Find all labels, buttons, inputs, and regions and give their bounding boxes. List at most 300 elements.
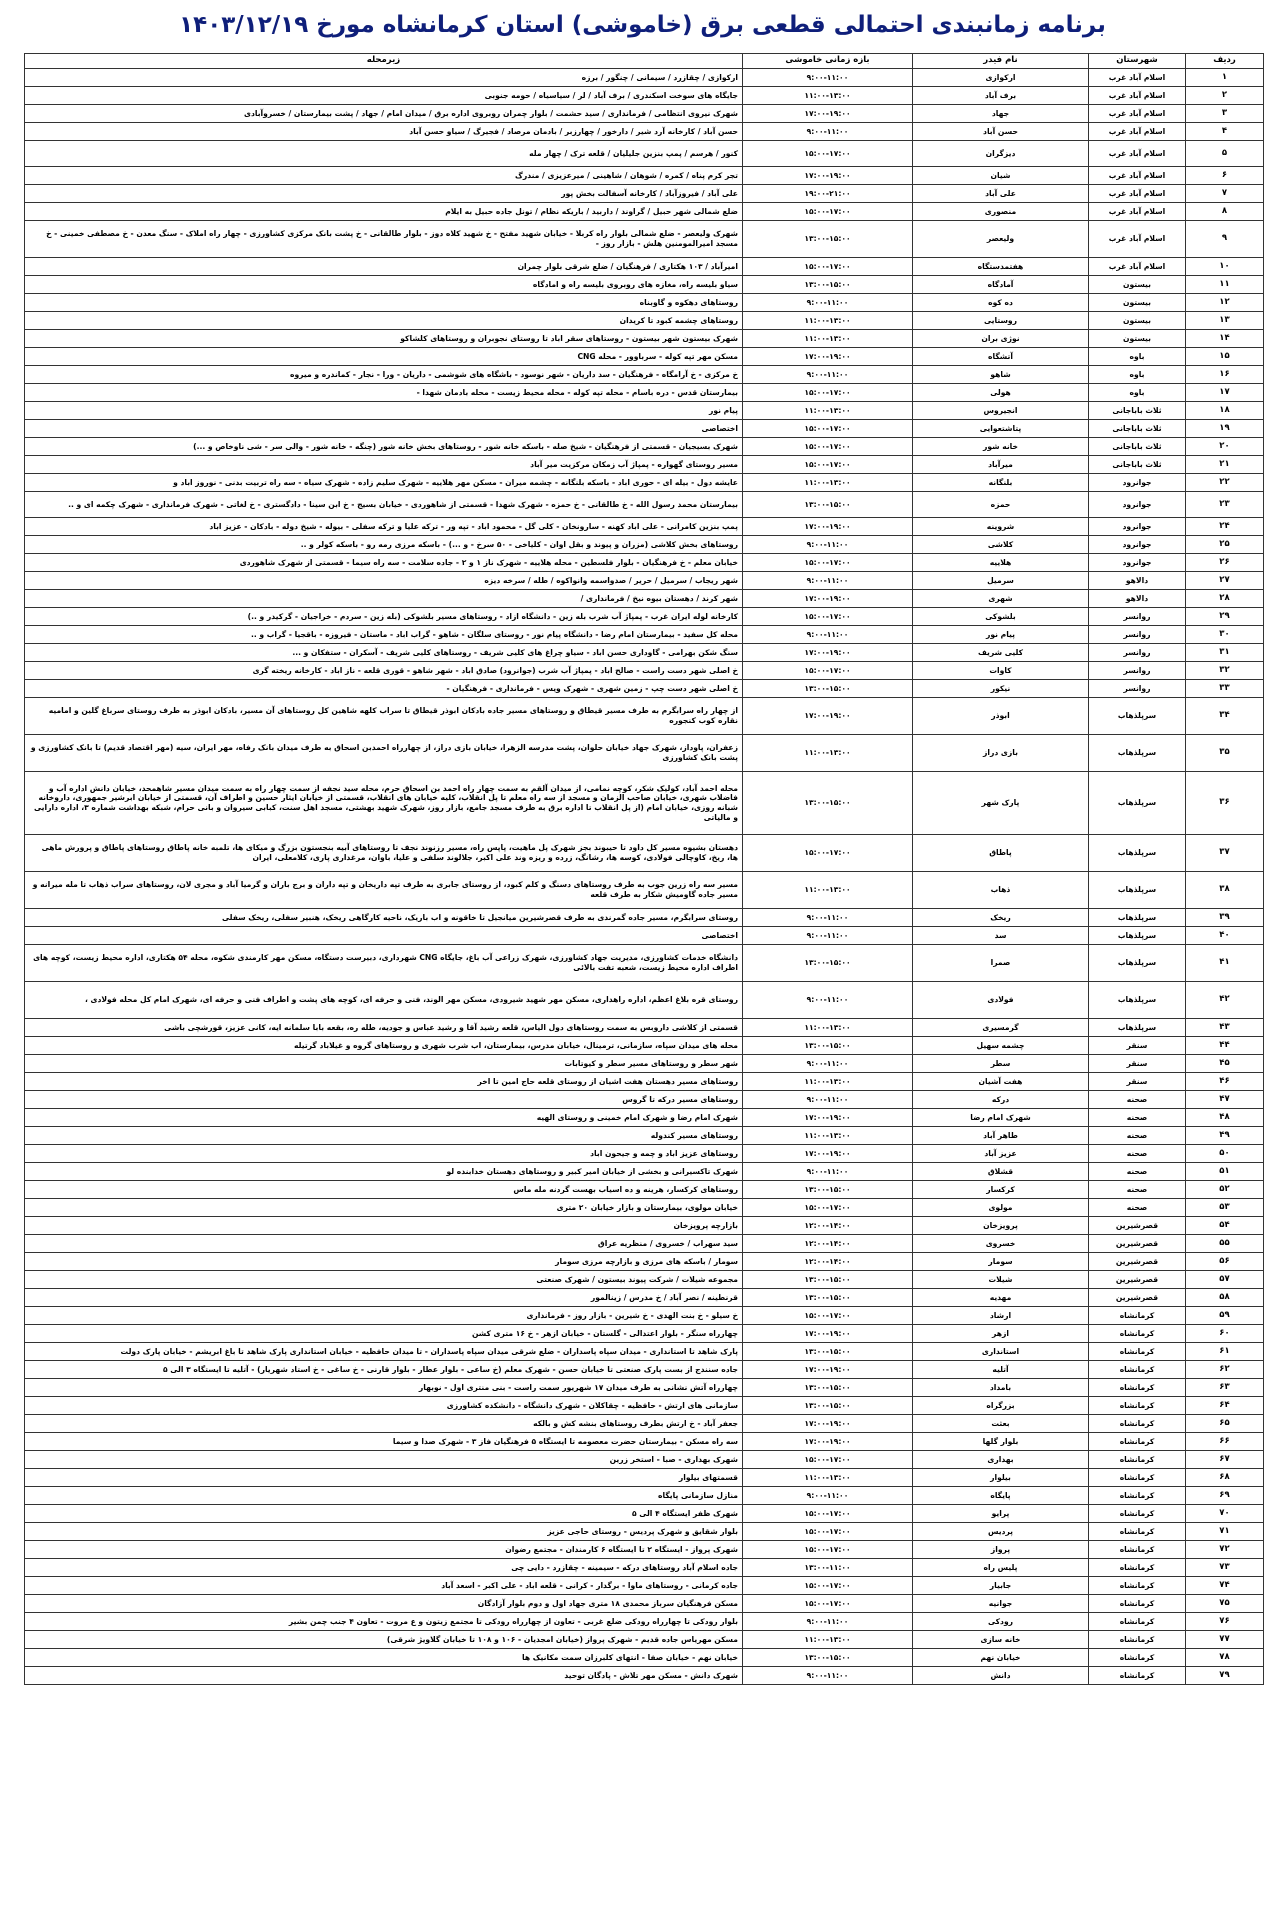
row-number-cell: ۷۶ [1186,1613,1264,1631]
table-row [25,662,1264,680]
time-window-cell: ۹:۰۰-۱۱:۰۰ [743,1055,913,1073]
table-row [25,276,1264,294]
row-number-cell: ۳۵ [1186,735,1264,772]
county-cell: باوه [1089,366,1186,384]
time-window-cell: ۹:۰۰-۱۱:۰۰ [743,294,913,312]
county-cell: سنقر [1089,1037,1186,1055]
row-number-cell: ۴۶ [1186,1073,1264,1091]
feeder-cell: سطر [913,1055,1089,1073]
county-cell: سرپلذهاب [1089,872,1186,909]
time-window-cell: ۱۳:۰۰-۱۱:۰۰ [743,1559,913,1577]
time-window-cell: ۱۳:۰۰-۱۵:۰۰ [743,1271,913,1289]
feeder-cell: بلنگانه [913,474,1089,492]
area-cell: شهرک ولیعصر - ضلع شمالی بلوار راه کربلا - خیابان شهید مفتح - خ شهید کلاه دوز - بلوار طالقانی - خ پشت بانک مرکزی کشاورزی - چهار راه املاک - سنگ معدن - خ مصطفی خمینی - خ مسجد امیرالمومنین هلش - بازار روز - [25,221,743,258]
table-row [25,221,1264,258]
feeder-cell: هلاییه [913,554,1089,572]
table-row [25,590,1264,608]
feeder-cell: صمرا [913,945,1089,982]
county-cell: اسلام آباد غرب [1089,167,1186,185]
feeder-cell: سد [913,927,1089,945]
row-number-cell: ۷۳ [1186,1559,1264,1577]
area-cell: تجر کرم پناه / کمره / شوهان / شاهینی / میرعزیزی / مندرگ [25,167,743,185]
table-row [25,123,1264,141]
row-number-cell: ۶۵ [1186,1415,1264,1433]
row-number-cell: ۸ [1186,203,1264,221]
county-cell: کرمانشاه [1089,1307,1186,1325]
table-row [25,258,1264,276]
area-cell: امیرآباد / ۱۰۳ هکتاری / فرهنگیان / ضلع شرقی بلوار چمران [25,258,743,276]
feeder-cell: نیکور [913,680,1089,698]
county-cell: قصرشیرین [1089,1217,1186,1235]
time-window-cell: ۱۳:۰۰-۱۵:۰۰ [743,772,913,835]
area-cell: روستاهای بخش کلاشی (مزران و پیوند و بقل اوان - کلیاخی - ۵۰ سرخ - و ...) - باسکه مرزی رمه رو - باسکه کولر و .. [25,536,743,554]
county-cell: کرمانشاه [1089,1469,1186,1487]
time-window-cell: ۱۹:۰۰-۲۱:۰۰ [743,185,913,203]
table-row [25,1109,1264,1127]
county-cell: روانسر [1089,644,1186,662]
time-window-cell: ۹:۰۰-۱۱:۰۰ [743,1613,913,1631]
table-row [25,384,1264,402]
table-row [25,1181,1264,1199]
time-window-cell: ۱۷:۰۰-۱۹:۰۰ [743,1433,913,1451]
time-window-cell: ۱۷:۰۰-۱۹:۰۰ [743,1325,913,1343]
feeder-cell: ارشاد [913,1307,1089,1325]
row-number-cell: ۷۷ [1186,1631,1264,1649]
time-window-cell: ۱۱:۰۰-۱۳:۰۰ [743,1127,913,1145]
row-number-cell: ۲۸ [1186,590,1264,608]
county-cell: اسلام آباد غرب [1089,221,1186,258]
area-cell: بلوار رودکی تا چهارراه رودکی ضلع غربی - تعاون از چهارراه رودکی تا مجتمع زیتون و ع مروت - تعاون ۴ جنب چمن بشیر [25,1613,743,1631]
time-window-cell: ۹:۰۰-۱۱:۰۰ [743,982,913,1019]
time-window-cell: ۱۷:۰۰-۱۹:۰۰ [743,167,913,185]
area-cell: خیابان معلم - خ فرهنگیان - بلوار فلسطین - محله هلاییه - شهرک ناز ۱ و ۲ - جاده سلامت - سه راه سیما - قسمتی از شهرک شاهوردی [25,554,743,572]
time-window-cell: ۱۷:۰۰-۱۹:۰۰ [743,644,913,662]
time-window-cell: ۱۳:۰۰-۱۵:۰۰ [743,276,913,294]
table-row [25,536,1264,554]
time-window-cell: ۱۷:۰۰-۱۹:۰۰ [743,105,913,123]
county-cell: صحنه [1089,1163,1186,1181]
feeder-cell: شروینه [913,518,1089,536]
row-number-cell: ۲۴ [1186,518,1264,536]
time-window-cell: ۱۵:۰۰-۱۷:۰۰ [743,456,913,474]
area-cell: روستاهای چشمه کبود تا کریدان [25,312,743,330]
row-number-cell: ۲۶ [1186,554,1264,572]
area-cell: محله های میدان سپاه، سازمانی، ترمینال، خیابان مدرس، بیمارستان، اب شرب شهری و روستاهای گروه و غیلاباد گرتیله [25,1037,743,1055]
area-cell: جعفر آباد - خ ارتش بطرف روستاهای بنشه کش و بالکه [25,1415,743,1433]
area-cell: روستای قره بلاغ اعظم، اداره راهداری، مسکن مهر شهید شیرودی، مسکن مهر الوند، فنی و حرفه ای، کوچه های پشت و اطراف فنی و حرفه ای، شهرک امام کل محله فولادی ، [25,982,743,1019]
area-cell: شهرک پرواز - ایستگاه ۲ تا ایستگاه ۶ کارمندان - مجتمع رضوان [25,1541,743,1559]
table-row [25,1253,1264,1271]
area-cell: مسکن مهریاس جاده قدیم - شهرک پرواز (خیابان امجدیان - ۱۰۶ و ۱۰۸ تا خیابان گلاویژ شرقی) [25,1631,743,1649]
feeder-cell: استانداری [913,1343,1089,1361]
table-row [25,909,1264,927]
area-cell: سومار / باسکه های مرزی و بازارچه مرزی سومار [25,1253,743,1271]
time-window-cell: ۱۵:۰۰-۱۷:۰۰ [743,1307,913,1325]
row-number-cell: ۳۴ [1186,698,1264,735]
table-row [25,456,1264,474]
area-cell: شهر ریجاب / سرمیل / حریر / صدواسمه وانواکوه / طله / سرخه دیزه [25,572,743,590]
feeder-cell: میرآباد [913,456,1089,474]
feeder-cell: شاهو [913,366,1089,384]
county-cell: کرمانشاه [1089,1415,1186,1433]
row-number-cell: ۷۹ [1186,1667,1264,1685]
county-cell: کرمانشاه [1089,1667,1186,1685]
county-cell: ثلاث باباجانی [1089,420,1186,438]
county-cell: قصرشیرین [1089,1289,1186,1307]
county-cell: کرمانشاه [1089,1433,1186,1451]
county-cell: باوه [1089,384,1186,402]
area-cell: سیاو بلیسه راه، مغازه های روبروی بلیسه راه و امادگاه [25,276,743,294]
time-window-cell: ۹:۰۰-۱۱:۰۰ [743,1091,913,1109]
table-row [25,1235,1264,1253]
county-cell: صحنه [1089,1091,1186,1109]
table-row [25,644,1264,662]
row-number-cell: ۶۶ [1186,1433,1264,1451]
area-cell: پمپ بنزین کامرانی - علی اباد کهنه - سارونخان - کلی گل - محمود اباد - تپه ور - ترکه علیا و ترکه سفلی - بیوله - شیخ دوله - بادکان - عزیز اباد [25,518,743,536]
header-time: بازه زمانی خاموشی [743,54,913,69]
feeder-cell: مولوی [913,1199,1089,1217]
row-number-cell: ۲۲ [1186,474,1264,492]
time-window-cell: ۱۷:۰۰-۱۹:۰۰ [743,518,913,536]
table-row [25,474,1264,492]
feeder-cell: پردیس [913,1523,1089,1541]
county-cell: بیستون [1089,330,1186,348]
table-row [25,835,1264,872]
table-row [25,1667,1264,1685]
row-number-cell: ۴۰ [1186,927,1264,945]
feeder-cell: برف آباد [913,87,1089,105]
table-row [25,1307,1264,1325]
table-row [25,1487,1264,1505]
area-cell: روستای سرابگرم، مسیر جاده گمرندی به طرف قصرشیرین میانجیل تا خاقونه و اب باریک، ناحیه کارگاهی ریخک، هنبیر سفلی، ریخک سفلی [25,909,743,927]
time-window-cell: ۱۵:۰۰-۱۷:۰۰ [743,1451,913,1469]
area-cell: روستاهای مسیر کندوله [25,1127,743,1145]
time-window-cell: ۱۳:۰۰-۱۵:۰۰ [743,1343,913,1361]
county-cell: اسلام آباد غرب [1089,258,1186,276]
time-window-cell: ۱۳:۰۰-۱۵:۰۰ [743,945,913,982]
area-cell: شهر سطر و روستاهای مسیر سطر و کیوتابات [25,1055,743,1073]
county-cell: ثلاث باباجانی [1089,456,1186,474]
feeder-cell: بامداد [913,1379,1089,1397]
area-cell: روستاهای مسیر دهستان هفت اشیان از روستای قلعه حاج امین تا اخر [25,1073,743,1091]
outage-schedule-table [24,53,1264,1685]
county-cell: کرمانشاه [1089,1541,1186,1559]
area-cell: منازل سازمانی پایگاه [25,1487,743,1505]
row-number-cell: ۴۱ [1186,945,1264,982]
area-cell: دانشگاه خدمات کشاورزی، مدیریت جهاد کشاورزی، شهرک زراعی آب باغ، جایگاه CNG شهرداری، دبیرست دستگاه، مسکن مهر کارمندی شکوه، محله ۵۴ هکتاری، اداره محیط زیست، کوچه های اطراف اداره محیط زیست، شعبه تفت بالائی [25,945,743,982]
area-cell: پارک شاهد تا استانداری - میدان سپاه پاسداران - ضلع شرقی میدان سپاه پاسداران - تا میدان حافظیه - خیابان استانداری پارک شاهد تا باغ ابریشم - خیابان پارک دولت [25,1343,743,1361]
table-row [25,1397,1264,1415]
time-window-cell: ۱۱:۰۰-۱۳:۰۰ [743,1073,913,1091]
time-window-cell: ۱۱:۰۰-۱۳:۰۰ [743,1469,913,1487]
time-window-cell: ۱۵:۰۰-۱۷:۰۰ [743,438,913,456]
area-cell: پیام نور [25,402,743,420]
feeder-cell: کرکسار [913,1181,1089,1199]
county-cell: کرمانشاه [1089,1505,1186,1523]
county-cell: کرمانشاه [1089,1361,1186,1379]
county-cell: صحنه [1089,1109,1186,1127]
table-row [25,680,1264,698]
table-row [25,87,1264,105]
feeder-cell: مهدیه [913,1289,1089,1307]
area-cell: خ اصلی شهر دست چپ - زمین شهری - شهرک ویس - فرمانداری - فرهنگیان - [25,680,743,698]
time-window-cell: ۹:۰۰-۱۱:۰۰ [743,366,913,384]
feeder-cell: شیلات [913,1271,1089,1289]
area-cell: روستاهای عزیز اباد و چمه و جیحون اباد [25,1145,743,1163]
time-window-cell: ۹:۰۰-۱۱:۰۰ [743,123,913,141]
feeder-cell: بازی دراز [913,735,1089,772]
area-cell: چهارراه سنگر - بلوار اعتدالی - گلستان - خیابان ازهر - خ ۱۶ متری کشن [25,1325,743,1343]
area-cell: سازمانی های ارتش - حافظیه - چقاکلان - شهرک دانشگاه - دانشکده کشاورزی [25,1397,743,1415]
row-number-cell: ۲۰ [1186,438,1264,456]
area-cell: شهرک تاکسیرانی و بخشی از خیابان امیر کبیر و روستاهای دهستان خدابنده لو [25,1163,743,1181]
row-number-cell: ۷۴ [1186,1577,1264,1595]
county-cell: روانسر [1089,626,1186,644]
table-row [25,1613,1264,1631]
table-row [25,1019,1264,1037]
row-number-cell: ۶۹ [1186,1487,1264,1505]
table-row [25,402,1264,420]
time-window-cell: ۱۲:۰۰-۱۴:۰۰ [743,1235,913,1253]
time-window-cell: ۱۳:۰۰-۱۵:۰۰ [743,221,913,258]
table-row [25,492,1264,518]
area-cell: بلوار شقایق و شهرک پردیس - روستای حاجی عزیز [25,1523,743,1541]
row-number-cell: ۴۷ [1186,1091,1264,1109]
area-cell: خ مرکزی - خ آرامگاه - فرهنگیان - سد داریان - شهر نوسود - باشگاه های شوشمی - داریان - ورا - نجار - کماندره و میروه [25,366,743,384]
feeder-cell: شیان [913,167,1089,185]
county-cell: کرمانشاه [1089,1523,1186,1541]
county-cell: کرمانشاه [1089,1451,1186,1469]
area-cell: مسکن مهر تپه کوله - سرباوور - محله CNG [25,348,743,366]
feeder-cell: درکه [913,1091,1089,1109]
header-row [25,54,1264,69]
area-cell: جاده سنندج از بست پارک صنعتی تا خیابان حسن - شهرک معلم (خ ساعی - بلوار عطار - بلوار قارنی - خ ساغی - خ استاد شهریار) - آتلیه تا ایستگاه ۳ الی ۵ [25,1361,743,1379]
time-window-cell: ۱۱:۰۰-۱۳:۰۰ [743,312,913,330]
feeder-cell: شهری [913,590,1089,608]
row-number-cell: ۵۸ [1186,1289,1264,1307]
county-cell: سرپلذهاب [1089,909,1186,927]
table-row [25,1541,1264,1559]
area-cell: حسن آباد / کارخانه آرد شیر / دارخور / چهارزبر / بادمان مرصاد / فجیرگ / سیاو حسن آباد [25,123,743,141]
time-window-cell: ۱۵:۰۰-۱۷:۰۰ [743,1577,913,1595]
feeder-cell: سومار [913,1253,1089,1271]
feeder-cell: بلوار گلها [913,1433,1089,1451]
county-cell: سرپلذهاب [1089,927,1186,945]
feeder-cell: منصوری [913,203,1089,221]
table-row [25,872,1264,909]
time-window-cell: ۱۵:۰۰-۱۷:۰۰ [743,1595,913,1613]
area-cell: محله کل سفید - بیمارستان امام رضا - دانشگاه پیام نور - روستای سلگان - شاهو - گراب اباد - ماستان - فیروزه - باقجیا - گراب و .. [25,626,743,644]
feeder-cell: پتاشتعوایی [913,420,1089,438]
feeder-cell: جوانیه [913,1595,1089,1613]
time-window-cell: ۱۷:۰۰-۱۹:۰۰ [743,1361,913,1379]
table-row [25,1433,1264,1451]
feeder-cell: پایگاه [913,1487,1089,1505]
feeder-cell: گرمسیری [913,1019,1089,1037]
row-number-cell: ۶۱ [1186,1343,1264,1361]
row-number-cell: ۶۰ [1186,1325,1264,1343]
feeder-cell: علی آباد [913,185,1089,203]
county-cell: کرمانشاه [1089,1649,1186,1667]
feeder-cell: رودکی [913,1613,1089,1631]
row-number-cell: ۵۱ [1186,1163,1264,1181]
table-row [25,348,1264,366]
row-number-cell: ۵۵ [1186,1235,1264,1253]
header-county: شهرستان [1089,54,1186,69]
time-window-cell: ۹:۰۰-۱۱:۰۰ [743,909,913,927]
feeder-cell: جهاد [913,105,1089,123]
area-cell: قسمتهای بیلوار [25,1469,743,1487]
area-cell: شهرک بیستون شهر بیستون - روستاهای سقر اباد تا روستای نجوبران و روستاهای کلشاکو [25,330,743,348]
time-window-cell: ۱۵:۰۰-۱۷:۰۰ [743,1199,913,1217]
feeder-cell: آتشگاه [913,348,1089,366]
area-cell: محله احمد آباد، کولیک شکر، کوچه نمامی، از میدان آلقم به سمت چهار راه احمد بن اسحاق حرم، محله سید نجفه از سمت چهار راه به سمت میدان مسیر شاهمحد، خیابان دانش اداره آب و فاضلاب شهری، خیابان صاحب الزمان و مسجد از سه راه معلم تا پل انقلاب، کلیه خیابان های انقلاب، قسمتی از خیابان ایثار حسین و اطراف آن، قسمتی از خیابان ابرشیر جمهوری، داروخانه شبانه روزی، خیابان امام (از پل انقلاب تا اداره برق به طرف مسجد جامع، بازار روز، شهرک شهید بهشتی، مسجد اهل سنت، کبابی سیروان و بانی حرام، شبکه بهداشت شماره ۳، اداره دارایی و مالیاتی [25,772,743,835]
time-window-cell: ۱۷:۰۰-۱۹:۰۰ [743,348,913,366]
feeder-cell: حمزه [913,492,1089,518]
table-row [25,626,1264,644]
county-cell: کرمانشاه [1089,1595,1186,1613]
county-cell: سنقر [1089,1055,1186,1073]
area-cell: سه راه مسکن - بیمارستان حضرت معصومه تا ایستگاه ۵ فرهنگیان فاز ۳ - شهرک صدا و سیما [25,1433,743,1451]
table-row [25,927,1264,945]
time-window-cell: ۹:۰۰-۱۱:۰۰ [743,626,913,644]
table-row [25,1217,1264,1235]
area-cell: روستاهای کرکسار، هرینه و ده اسیاب بهست گردنه مله ماس [25,1181,743,1199]
row-number-cell: ۳۶ [1186,772,1264,835]
row-number-cell: ۶۴ [1186,1397,1264,1415]
table-row [25,105,1264,123]
time-window-cell: ۱۵:۰۰-۱۷:۰۰ [743,420,913,438]
county-cell: صحنه [1089,1181,1186,1199]
table-body [25,69,1264,1685]
row-number-cell: ۳۰ [1186,626,1264,644]
county-cell: جوانرود [1089,474,1186,492]
feeder-cell: پرایو [913,1505,1089,1523]
row-number-cell: ۱۸ [1186,402,1264,420]
feeder-cell: ازهر [913,1325,1089,1343]
row-number-cell: ۴۵ [1186,1055,1264,1073]
area-cell: خیابان نهم - خیابان صفا - انتهای کلبرزان سمت مکانیک ها [25,1649,743,1667]
time-window-cell: ۱۳:۰۰-۱۵:۰۰ [743,492,913,518]
feeder-cell: عزیز آباد [913,1145,1089,1163]
time-window-cell: ۱۵:۰۰-۱۷:۰۰ [743,203,913,221]
area-cell: بیمارستان محمد رسول الله - خ طالقانی - خ حمزه - شهرک شهدا - قسمتی از شاهوردی - خیابان بسیج - خ ابن سینا - دادگستری - خ لغاتی - شهرک فرمانداری - شهرک چکمه ای و .. [25,492,743,518]
county-cell: روانسر [1089,680,1186,698]
table-row [25,1199,1264,1217]
row-number-cell: ۲۹ [1186,608,1264,626]
row-number-cell: ۴۴ [1186,1037,1264,1055]
time-window-cell: ۱۷:۰۰-۱۹:۰۰ [743,590,913,608]
table-row [25,1415,1264,1433]
time-window-cell: ۱۷:۰۰-۱۹:۰۰ [743,1109,913,1127]
row-number-cell: ۷۰ [1186,1505,1264,1523]
table-row [25,366,1264,384]
row-number-cell: ۳۹ [1186,909,1264,927]
feeder-cell: ده کوه [913,294,1089,312]
table-row [25,1271,1264,1289]
row-number-cell: ۵۶ [1186,1253,1264,1271]
row-number-cell: ۷۸ [1186,1649,1264,1667]
time-window-cell: ۱۳:۰۰-۱۵:۰۰ [743,1289,913,1307]
time-window-cell: ۱۱:۰۰-۱۳:۰۰ [743,1019,913,1037]
area-cell: مسکن فرهنگیان سرباز محمدی ۱۸ متری جهاد اول و دوم بلوار آزادگان [25,1595,743,1613]
row-number-cell: ۲۳ [1186,492,1264,518]
area-cell: از چهار راه سرابگرم به طرف مسیر قیطاق و روستاهای مسیر جاده بادکان ابوذر قیطاق تا سراب کلهه شاهین کل روستاهای آن مسیر، بادکان ابوذر به طرف روستای سرباغ گلین و امامیه نقاره کوب کنجوره [25,698,743,735]
county-cell: بیستون [1089,312,1186,330]
time-window-cell: ۱۳:۰۰-۱۵:۰۰ [743,1181,913,1199]
table-row [25,518,1264,536]
table-row [25,1037,1264,1055]
row-number-cell: ۱۶ [1186,366,1264,384]
time-window-cell: ۱۱:۰۰-۱۳:۰۰ [743,474,913,492]
county-cell: قصرشیرین [1089,1253,1186,1271]
feeder-cell: خیابان نهم [913,1649,1089,1667]
feeder-cell: چشمه سهیل [913,1037,1089,1055]
table-row [25,1163,1264,1181]
time-window-cell: ۱۳:۰۰-۱۵:۰۰ [743,1037,913,1055]
time-window-cell: ۱۵:۰۰-۱۷:۰۰ [743,835,913,872]
county-cell: ثلاث باباجانی [1089,402,1186,420]
county-cell: اسلام آباد غرب [1089,141,1186,167]
area-cell: روستاهای مسیر درکه تا گروس [25,1091,743,1109]
feeder-cell: کلاشی [913,536,1089,554]
table-row [25,185,1264,203]
header-row-number: ردیف [1186,54,1264,69]
time-window-cell: ۱۳:۰۰-۱۵:۰۰ [743,1649,913,1667]
area-cell: بیمارستان قدس - دره باسام - محله تپه کوله - محله محیط زیست - محله بادمان شهدا - [25,384,743,402]
table-row [25,1505,1264,1523]
feeder-cell: قشلاق [913,1163,1089,1181]
row-number-cell: ۱۹ [1186,420,1264,438]
feeder-cell: هفت آشیان [913,1073,1089,1091]
feeder-cell: کاوات [913,662,1089,680]
table-row [25,1577,1264,1595]
feeder-cell: پاطاق [913,835,1089,872]
area-cell: شهرک بسیجیان - قسمتی از فرهنگیان - شیخ صله - باسکه خانه شور - روستاهای بخش خانه شور (چنگه - خانه شور - والی سر - شی ناوخاص و ...) [25,438,743,456]
feeder-cell: خسروی [913,1235,1089,1253]
table-row [25,1559,1264,1577]
table-row [25,167,1264,185]
table-row [25,203,1264,221]
feeder-cell: جابیار [913,1577,1089,1595]
table-row [25,1379,1264,1397]
row-number-cell: ۱۳ [1186,312,1264,330]
header-feeder: نام فیدر [913,54,1089,69]
time-window-cell: ۱۳:۰۰-۱۵:۰۰ [743,1379,913,1397]
row-number-cell: ۳ [1186,105,1264,123]
row-number-cell: ۳۸ [1186,872,1264,909]
time-window-cell: ۱۵:۰۰-۱۷:۰۰ [743,608,913,626]
row-number-cell: ۷۲ [1186,1541,1264,1559]
time-window-cell: ۹:۰۰-۱۱:۰۰ [743,1487,913,1505]
row-number-cell: ۳۳ [1186,680,1264,698]
time-window-cell: ۹:۰۰-۱۱:۰۰ [743,927,913,945]
county-cell: سرپلذهاب [1089,835,1186,872]
feeder-cell: آتلیه [913,1361,1089,1379]
row-number-cell: ۳۲ [1186,662,1264,680]
area-cell: خ سیلو - خ بنت الهدی - خ شیرین - بازار روز - فرمانداری [25,1307,743,1325]
time-window-cell: ۱۱:۰۰-۱۳:۰۰ [743,330,913,348]
row-number-cell: ۷۱ [1186,1523,1264,1541]
area-cell: ضلع شمالی شهر حبیل / گراوند / داربید / باریکه نظام / تونل جاده حبیل به ایلام [25,203,743,221]
row-number-cell: ۶۲ [1186,1361,1264,1379]
row-number-cell: ۴۸ [1186,1109,1264,1127]
row-number-cell: ۴۹ [1186,1127,1264,1145]
feeder-cell: پرواز [913,1541,1089,1559]
feeder-cell: خانه شور [913,438,1089,456]
time-window-cell: ۱۵:۰۰-۱۷:۰۰ [743,1505,913,1523]
county-cell: کرمانشاه [1089,1631,1186,1649]
